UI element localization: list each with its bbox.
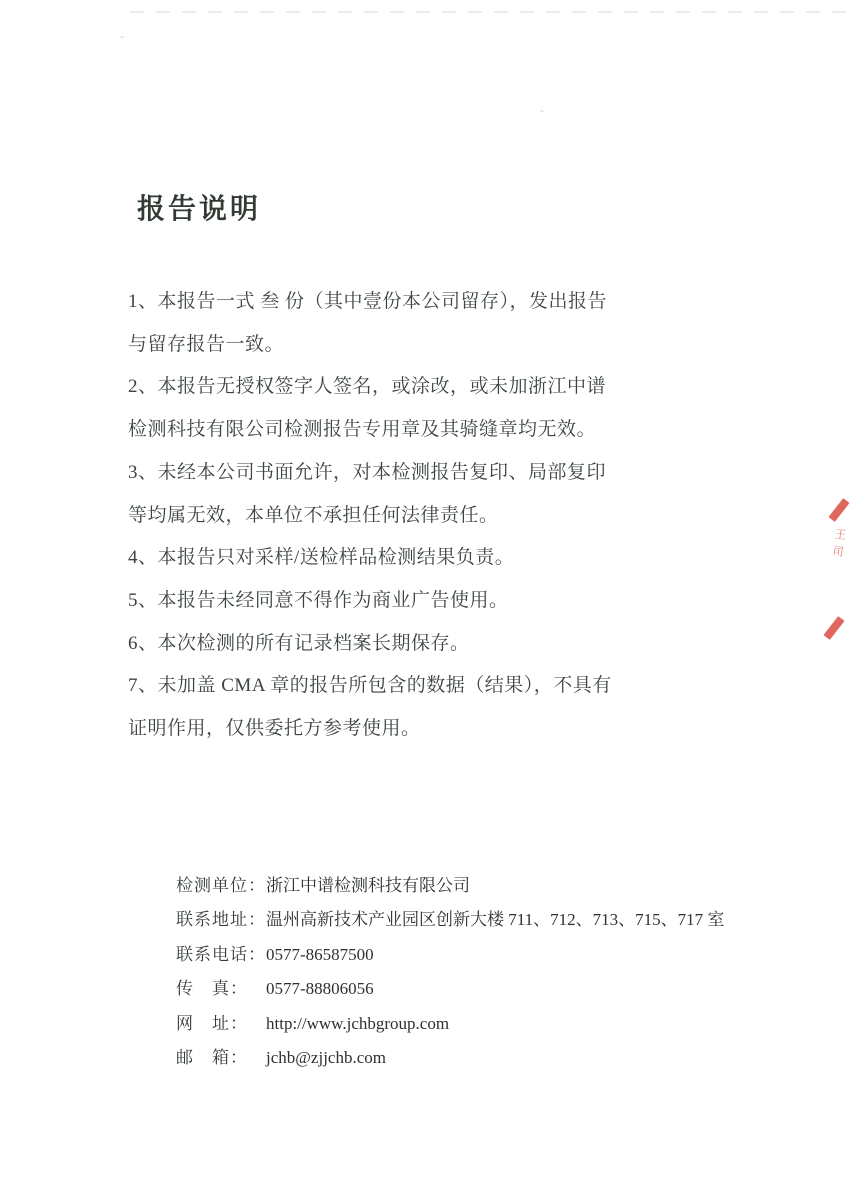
contact-row-unit [176, 869, 724, 903]
contact-value: 0577-86587500 [266, 944, 374, 964]
contact-row-fax [176, 972, 724, 1006]
contact-row-website [176, 1007, 724, 1041]
note-item-4: 4、本报告只对采样/送检样品检测结果负责。 [128, 547, 515, 569]
note-item-6: 6、本次检测的所有记录档案长期保存。 [128, 632, 470, 654]
note-item-7: 7、未加盖 CMA 章的报告所包含的数据（结果），不具有证明作用，仅供委托方参考使用。 [128, 675, 612, 740]
contact-value: 浙江中谱检测科技有限公司 [266, 876, 470, 895]
contact-value: 0577-88806056 [266, 979, 374, 999]
contact-row-email [176, 1041, 724, 1075]
scan-artifact-line [130, 11, 850, 13]
contact-label: 检测单位： [176, 876, 266, 895]
contact-value: jchb@zjjchb.com [266, 1047, 386, 1067]
straddle-seal-fragment [820, 498, 850, 644]
contact-info-block [176, 869, 724, 1075]
scan-artifact-speck [120, 36, 124, 38]
note-item-3: 3、未经本公司书面允许，对本检测报告复印、局部复印等均属无效，本单位不承担任何法律责任。 [128, 461, 607, 526]
seal-text-fragment: 王司 [829, 527, 847, 563]
note-item-2: 2、本报告无授权签字人签名，或涂改，或未加浙江中谱检测科技有限公司检测报告专用章及其骑缝章均无效。 [128, 376, 607, 441]
contact-value: http://www.jchbgroup.com [266, 1013, 450, 1033]
contact-label: 联系电话： [176, 944, 266, 964]
seal-stripe-icon [828, 498, 849, 522]
report-notes-list [128, 281, 625, 751]
contact-row-address [176, 903, 724, 937]
note-item-5: 5、本报告未经同意不得作为商业广告使用。 [128, 589, 509, 611]
contact-label: 网 址： [176, 1013, 248, 1033]
note-item-1: 1、本报告一式 叁 份（其中壹份本公司留存），发出报告与留存报告一致。 [128, 291, 608, 355]
scan-artifact-speck [540, 110, 544, 112]
contact-value: 温州高新技术产业园区创新大楼 711、712、713、715、717 室 [266, 910, 725, 930]
contact-label: 传 真： [176, 979, 248, 999]
seal-stripe-icon [823, 616, 844, 640]
page-title: 报告说明 [137, 194, 262, 225]
contact-row-phone [176, 938, 724, 972]
contact-label: 邮 箱： [176, 1047, 248, 1067]
contact-label: 联系地址： [176, 910, 266, 930]
